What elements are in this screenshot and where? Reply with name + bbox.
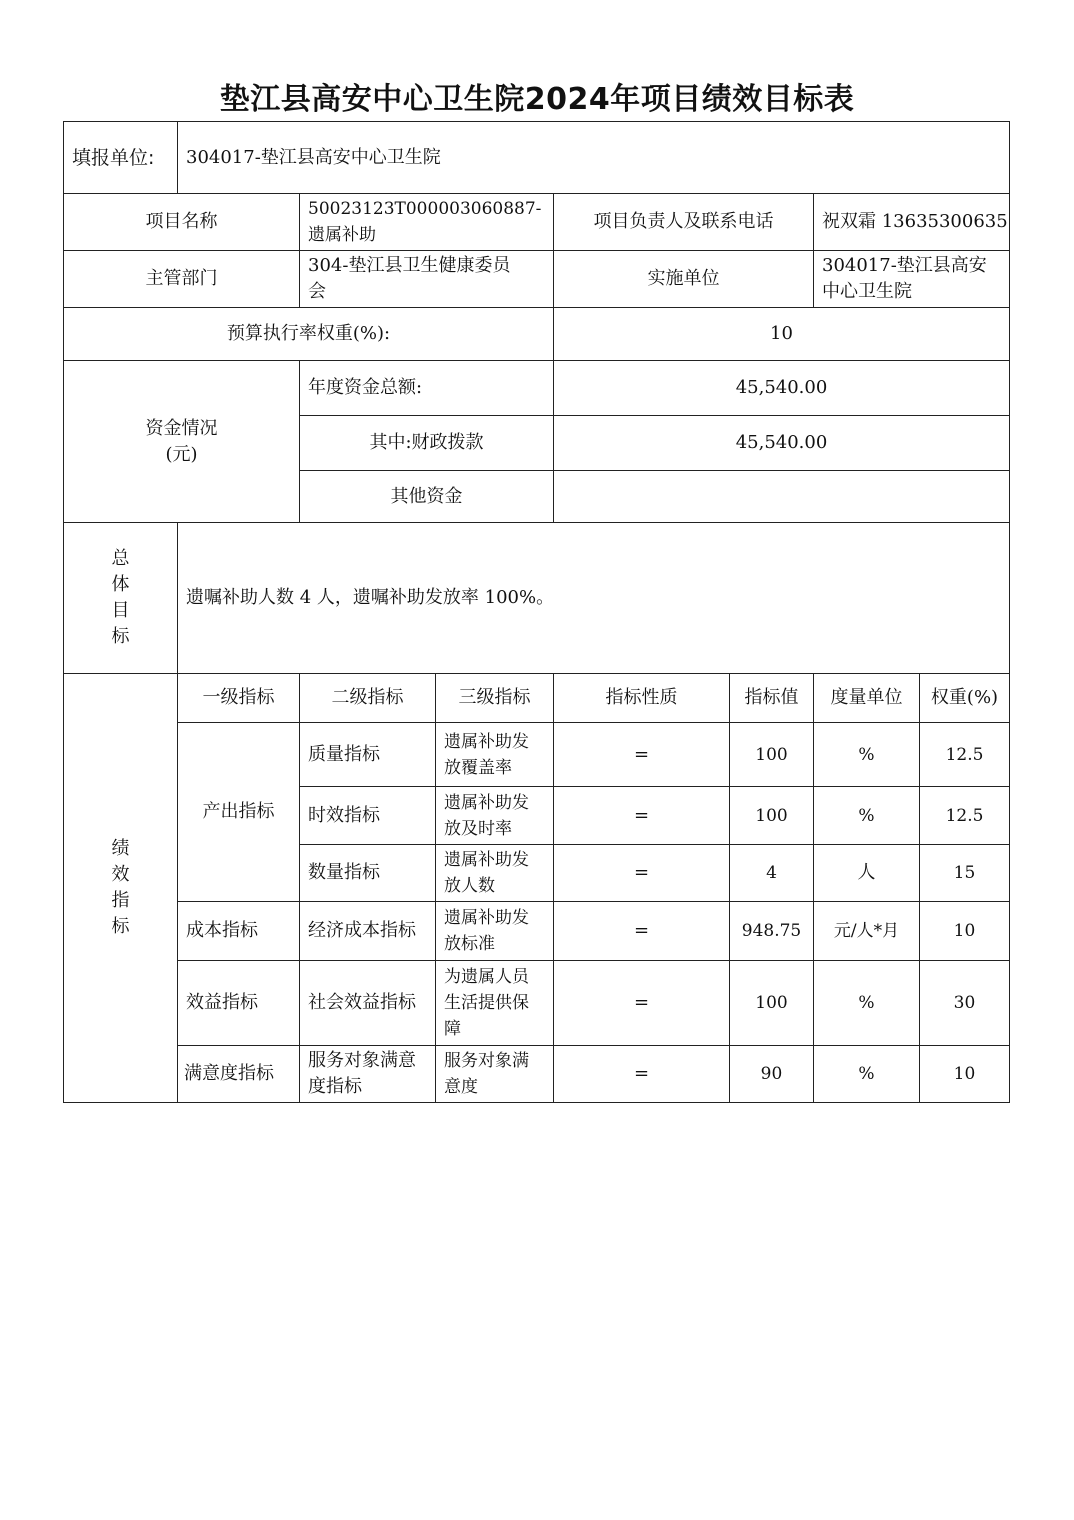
project-name-line2: 遗属补助 — [308, 225, 376, 245]
table-row — [64, 723, 1010, 787]
level1-cell: 效益指标 — [178, 961, 300, 1046]
header-unit: 度量单位 — [814, 674, 920, 723]
funds-label-line2: (元) — [165, 443, 198, 465]
level2-cell: 时效指标 — [300, 787, 436, 845]
level2-cell: 质量指标 — [300, 723, 436, 787]
value-cell: 4 — [730, 845, 814, 902]
unit-cell: 元/人*月 — [814, 902, 920, 961]
level3-cell: 为遗属人员生活提供保障 — [436, 961, 554, 1046]
total-funds-label: 年度资金总额: — [300, 361, 554, 416]
level2-cell: 经济成本指标 — [300, 902, 436, 961]
nature-cell: = — [554, 1046, 730, 1103]
table-row — [64, 902, 1010, 961]
indicator-label-char: 指 — [111, 890, 130, 911]
impl-unit-label: 实施单位 — [554, 251, 814, 308]
level3-cell: 遗属补助发放人数 — [436, 845, 554, 902]
overall-goal-text: 遗嘱补助人数 4 人，遗嘱补助发放率 100%。 — [178, 523, 1010, 674]
project-leader-label: 项目负责人及联系电话 — [554, 194, 814, 251]
level2-cell: 社会效益指标 — [300, 961, 436, 1046]
dept-value-line2: 会 — [308, 281, 326, 302]
overall-goal-label — [64, 523, 178, 674]
output-indicator-level1: 产出指标 — [178, 723, 300, 902]
value-cell: 100 — [730, 961, 814, 1046]
dept-value — [300, 251, 554, 308]
page-title: 垫江县高安中心卫生院2024年项目绩效目标表 — [219, 82, 855, 117]
other-funds-label: 其他资金 — [300, 471, 554, 523]
level2-cell: 服务对象满意度指标 — [300, 1046, 436, 1103]
budget-rate-value: 10 — [554, 308, 1010, 361]
level3-cell: 遗属补助发放及时率 — [436, 787, 554, 845]
other-funds-value — [554, 471, 1010, 523]
fiscal-funds-label: 其中:财政拨款 — [300, 416, 554, 471]
value-cell: 100 — [730, 787, 814, 845]
value-cell: 100 — [730, 723, 814, 787]
performance-indicator-label — [64, 674, 178, 1103]
unit-cell: % — [814, 723, 920, 787]
value-cell: 90 — [730, 1046, 814, 1103]
header-weight: 权重(%) — [920, 674, 1010, 723]
budget-rate-label: 预算执行率权重(%): — [64, 308, 554, 361]
unit-cell: % — [814, 961, 920, 1046]
header-nature: 指标性质 — [554, 674, 730, 723]
dept-label: 主管部门 — [64, 251, 300, 308]
overall-goal-char: 标 — [111, 626, 130, 647]
indicator-label-char: 绩 — [111, 838, 130, 859]
nature-cell: = — [554, 723, 730, 787]
total-funds-value: 45,540.00 — [554, 361, 1010, 416]
header-level1: 一级指标 — [178, 674, 300, 723]
header-level3: 三级指标 — [436, 674, 554, 723]
nature-cell: = — [554, 787, 730, 845]
weight-cell: 10 — [920, 902, 1010, 961]
weight-cell: 30 — [920, 961, 1010, 1046]
weight-cell: 10 — [920, 1046, 1010, 1103]
impl-unit-value — [814, 251, 1010, 308]
nature-cell: = — [554, 845, 730, 902]
nature-cell: = — [554, 902, 730, 961]
overall-goal-char: 目 — [111, 600, 130, 621]
level2-cell: 数量指标 — [300, 845, 436, 902]
header-value: 指标值 — [730, 674, 814, 723]
unit-cell: % — [814, 787, 920, 845]
level3-cell: 遗属补助发放覆盖率 — [436, 723, 554, 787]
unit-cell: % — [814, 1046, 920, 1103]
level1-cell: 满意度指标 — [178, 1046, 300, 1103]
funds-label-line1: 资金情况 — [145, 417, 218, 439]
overall-goal-char: 总 — [111, 548, 130, 569]
unit-label: 填报单位: — [64, 122, 178, 194]
table-row — [64, 961, 1010, 1046]
weight-cell: 12.5 — [920, 723, 1010, 787]
weight-cell: 12.5 — [920, 787, 1010, 845]
level3-cell: 服务对象满意度 — [436, 1046, 554, 1103]
impl-unit-line1: 304017-垫江县高安 — [822, 255, 987, 276]
header-level2: 二级指标 — [300, 674, 436, 723]
performance-target-table — [63, 121, 1010, 1103]
unit-value: 304017-垫江县高安中心卫生院 — [178, 122, 1010, 194]
fiscal-funds-value: 45,540.00 — [554, 416, 1010, 471]
unit-cell: 人 — [814, 845, 920, 902]
level1-cell: 成本指标 — [178, 902, 300, 961]
indicator-label-char: 效 — [111, 864, 130, 885]
project-name-value — [300, 194, 554, 251]
dept-value-line1: 304-垫江县卫生健康委员 — [308, 255, 511, 276]
nature-cell: = — [554, 961, 730, 1046]
project-leader-value: 祝双霜 13635300635 — [814, 194, 1010, 251]
indicator-label-char: 标 — [111, 916, 130, 937]
overall-goal-char: 体 — [111, 574, 130, 595]
project-name-line1: 50023123T000003060887- — [308, 199, 542, 219]
project-name-label: 项目名称 — [64, 194, 300, 251]
impl-unit-line2: 中心卫生院 — [822, 281, 912, 302]
value-cell: 948.75 — [730, 902, 814, 961]
weight-cell: 15 — [920, 845, 1010, 902]
funds-label — [64, 361, 300, 523]
table-row — [64, 1046, 1010, 1103]
level3-cell: 遗属补助发放标准 — [436, 902, 554, 961]
